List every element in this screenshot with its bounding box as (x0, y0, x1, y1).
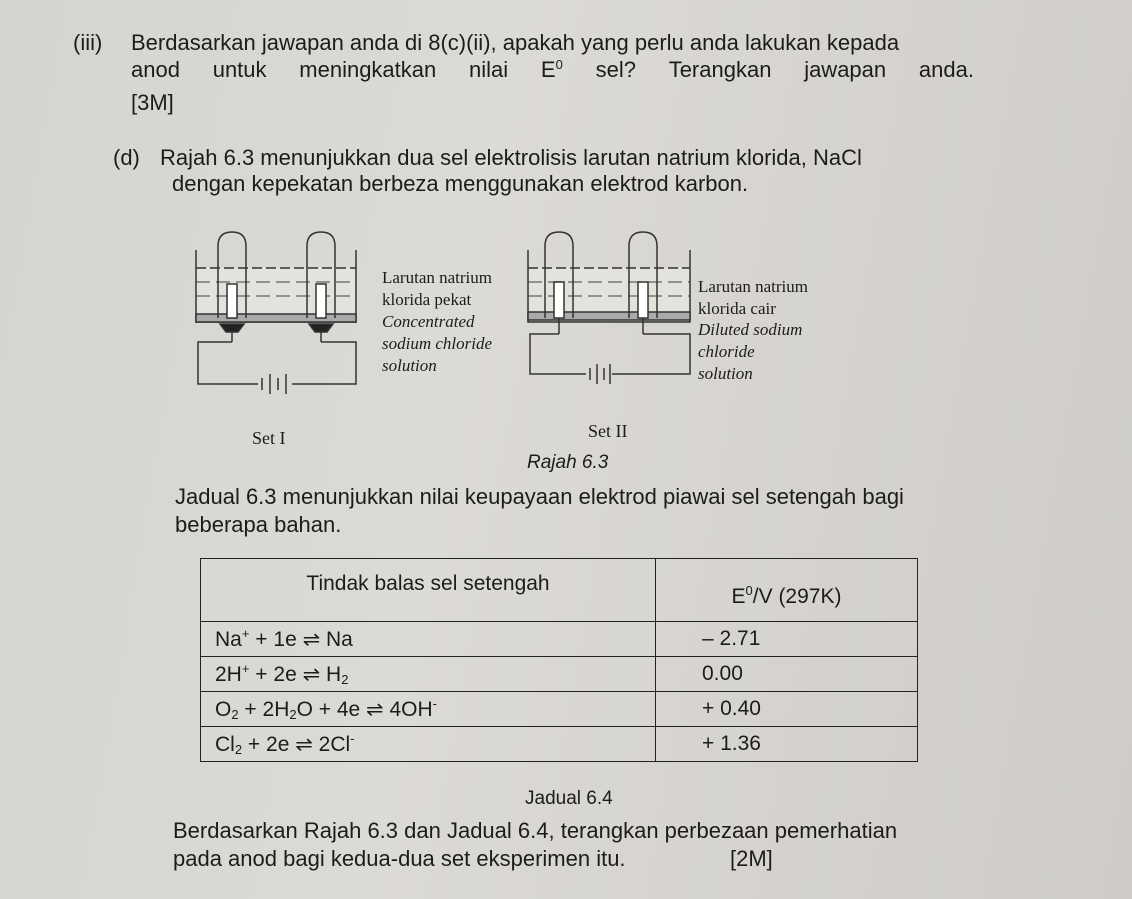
question-marks: [2M] (730, 846, 773, 871)
set-2-malay-line1: Larutan natrium (698, 277, 808, 296)
set-2-label: Set II (588, 421, 628, 441)
word: meningkatkan (299, 57, 437, 82)
question-line1: Berdasarkan Rajah 6.3 dan Jadual 6.4, terangkan perbezaan pemerhatian (173, 818, 898, 843)
table-intro-line2: beberapa bahan. (175, 512, 342, 537)
header-reaction: Tindak balas sel setengah (201, 559, 656, 622)
word: Terangkan (668, 57, 772, 82)
part-d-label: (d) (113, 145, 140, 170)
table-row (201, 692, 918, 727)
table-caption: Jadual 6.4 (525, 788, 613, 809)
part-d-line1: Rajah 6.3 menunjukkan dua sel elektrolisis larutan natrium klorida, NaCl (160, 145, 862, 170)
table-header-row (201, 559, 918, 622)
set-1-apparatus (196, 232, 356, 394)
word: sel? (595, 57, 636, 82)
set-2-english-line2: chloride (698, 342, 755, 361)
word: jawapan (804, 57, 887, 82)
header-e-value: $E^0/V$ (297K) (656, 559, 918, 622)
value-cell: + 0.40 (656, 692, 918, 727)
set-1-malay-line1: Larutan natrium (382, 268, 492, 287)
set-1-english-line2: sodium chloride (382, 334, 493, 353)
table-row (201, 657, 918, 692)
part-d-line2: dengan kepekatan berbeza menggunakan elektrod karbon. (172, 171, 749, 196)
part-iii-label: (iii) (73, 30, 103, 55)
value-cell: + 1.36 (656, 727, 918, 762)
word: anod (131, 57, 180, 82)
figure-caption: Rajah 6.3 (527, 452, 609, 473)
word: untuk (212, 57, 267, 82)
set-1-english-line3: solution (382, 356, 437, 375)
set-2-english-line3: solution (698, 364, 753, 383)
set-1-label: Set I (252, 428, 286, 448)
value-cell: – 2.71 (656, 622, 918, 657)
table-row (201, 622, 918, 657)
reaction-cell: Na+ + 1e ⇌ Na (201, 622, 656, 657)
set-2-apparatus (528, 232, 690, 384)
word: anda. (918, 57, 974, 82)
set-1-malay-line2: klorida pekat (382, 290, 472, 309)
part-iii-line1: Berdasarkan jawapan anda di 8(c)(ii), apakah yang perlu anda lakukan kepada (131, 30, 900, 55)
question-line2: pada anod bagi kedua-dua set eksperimen itu. (173, 846, 626, 871)
electrode-potential-table (200, 558, 918, 762)
table-intro-line1: Jadual 6.3 menunjukkan nilai keupayaan elektrod piawai sel setengah bagi (175, 484, 904, 509)
reaction-cell: $O_2 + 2H_2O + 4e$ ⇌ 4OH- (201, 692, 656, 727)
set-1-english-line1: Concentrated (382, 312, 475, 331)
set-2-malay-line2: klorida cair (698, 299, 776, 318)
e-symbol: $E^0$ (540, 57, 563, 82)
set-2-english-line1: Diluted sodium (698, 320, 803, 339)
word: nilai (469, 57, 509, 82)
table-row (201, 727, 918, 762)
value-cell: 0.00 (656, 657, 918, 692)
reaction-cell: 2H+ + 2e ⇌ $H_2$ (201, 657, 656, 692)
reaction-cell: $Cl_2 + 2e$ ⇌ 2Cl- (201, 727, 656, 762)
part-iii-marks: [3M] (131, 90, 174, 115)
